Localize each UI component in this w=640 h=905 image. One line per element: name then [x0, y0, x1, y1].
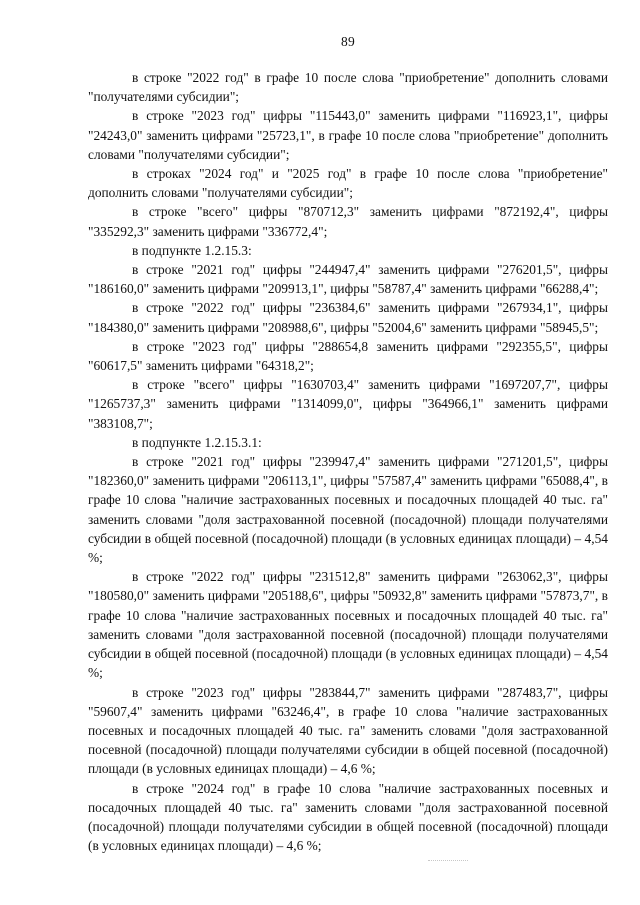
scan-artifact: [428, 860, 468, 862]
paragraph: в строке "2021 год" цифры "239947,4" заменить цифрами "271201,5", цифры "182360,0" заменить цифрами "206113,1", цифры "57587,4" заменить цифрами "65088,4", в графе 10 слова "наличие застрахованных посевных и посадочных площадей 40 тыс. га" заменить словами "доля застрахованной посевной (посадочной) площади получателями субсидии в общей посевной (посадочной) площади (в условных единицах площади) – 4,54 %;: [88, 454, 608, 566]
paragraph: в строке "2023 год" цифры "283844,7" заменить цифрами "287483,7", цифры "59607,4" заменить цифрами "63246,4", в графе 10 слова "наличие застрахованных посевных и посадочных площадей 40 тыс. га" заменить словами "доля застрахованной посевной (посадочной) площади получателями субсидии в общей посевной (посадочной) площади (в условных единицах площади) – 4,6 %;: [88, 684, 608, 777]
paragraph: в строке "2021 год" цифры "244947,4" заменить цифрами "276201,5", цифры "186160,0" заменить цифрами "209913,1", цифры "58787,4" заменить цифрами "66288,4";: [88, 262, 608, 297]
paragraph: в строке "2023 год" цифры "288654,8 заменить цифрами "292355,5", цифры "60617,5" заменить цифрами "64318,2";: [88, 338, 608, 374]
paragraph: в подпункте 1.2.15.3.1:: [132, 434, 262, 450]
paragraph: в строке "2022 год" цифры "236384,6" заменить цифрами "267934,1", цифры "184380,0" заменить цифрами "208988,6", цифры "52004,6" заменить цифрами "58945,5";: [88, 300, 608, 335]
paragraph: в строке "2022 год" в графе 10 после слова "приобретение" дополнить словами "получателями субсидии";: [88, 70, 608, 105]
paragraph: в строке "всего" цифры "1630703,4" заменить цифрами "1697207,7", цифры "1265737,3" заменить цифрами "1314099,0", цифры "364966,1" заменить цифрами "383108,7";: [88, 377, 608, 431]
paragraph: в строках "2024 год" и "2025 год" в графе 10 после слова "приобретение" дополнить словами "получателями субсидии";: [88, 166, 608, 201]
paragraph: в строке "2022 год" цифры "231512,8" заменить цифрами "263062,3", цифры "180580,0" заменить цифрами "205188,6", цифры "50932,8" заменить цифрами "57873,7", в графе 10 слова "наличие застрахованных посевных и посадочных площадей 40 тыс. га" заменить словами "доля застрахованной посевной (посадочной) площади получателями субсидии в общей посевной (посадочной) площади (в условных единицах площади) – 4,54 %;: [88, 569, 608, 681]
paragraph: в строке "всего" цифры "870712,3" заменить цифрами "872192,4", цифры "335292,3" заменить цифрами "336772,4";: [88, 204, 608, 239]
paragraph: в подпункте 1.2.15.3:: [132, 242, 252, 258]
page-number: 89: [341, 34, 355, 49]
paragraph: в строке "2024 год" в графе 10 слова "наличие застрахованных посевных и посадочных площадей 40 тыс. га" заменить словами "доля застрахованной посевной (посадочной) площади получателями субсидии в общей посевной (посадочной) площади (в условных единицах площади) – 4,6 %;: [88, 780, 608, 854]
paragraph: в строке "2023 год" цифры "115443,0" заменить цифрами "116923,1", цифры "24243,0" заменить цифрами "25723,1", в графе 10 после слова "приобретение" дополнить словами "получателями субсидии";: [88, 108, 608, 162]
document-body: [88, 68, 608, 855]
